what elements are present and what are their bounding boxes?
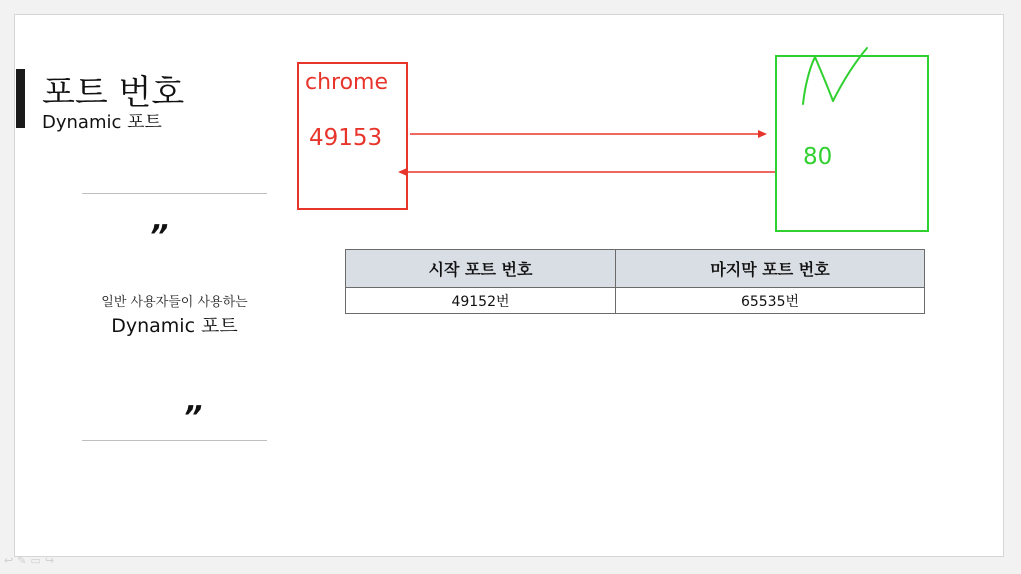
cell-start-port: 49152번	[346, 288, 616, 314]
server-port: 80	[803, 144, 833, 170]
cell-end-port: 65535번	[615, 288, 924, 314]
port-range-table	[345, 249, 925, 314]
quote-caption: 일반 사용자들이 사용하는	[101, 295, 248, 310]
next-icon[interactable]: ↪	[44, 554, 59, 567]
slide-title: 포트 번호	[42, 73, 185, 113]
response-arrow-head	[398, 168, 407, 176]
header-end-port: 마지막 포트 번호	[615, 250, 924, 288]
prev-icon[interactable]: ↩	[4, 554, 18, 567]
menu-icon[interactable]: ▭	[30, 554, 45, 567]
pen-icon[interactable]: ✎	[17, 554, 31, 567]
table-row	[346, 288, 925, 314]
slide-nav-toolbar	[4, 554, 58, 567]
handwritten-scribble	[803, 48, 867, 104]
slide	[14, 14, 1004, 557]
header-start-port: 시작 포트 번호	[346, 250, 616, 288]
quote-title: Dynamic 포트	[111, 315, 238, 337]
request-arrow-head	[758, 130, 767, 138]
slide-subtitle: Dynamic 포트	[42, 112, 162, 133]
table-header-row	[346, 250, 925, 288]
open-quote-mark: ”	[149, 219, 169, 254]
client-name: chrome	[305, 70, 389, 95]
close-quote-mark: ”	[183, 400, 203, 435]
client-port: 49153	[309, 125, 383, 151]
